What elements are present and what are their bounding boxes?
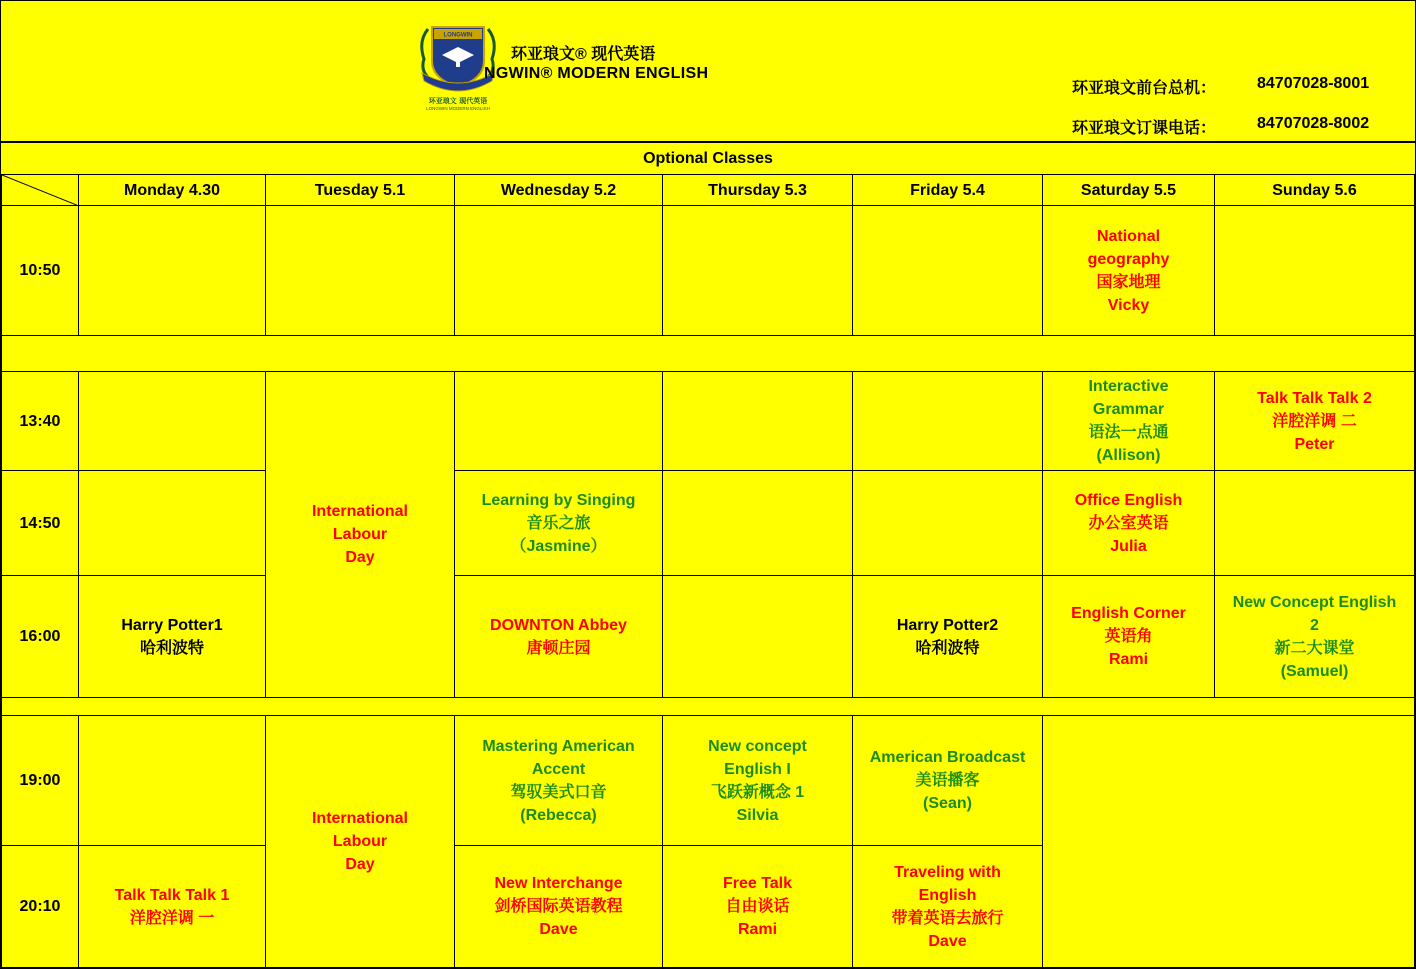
svg-text:环亚琅文 现代英语: 环亚琅文 现代英语: [428, 97, 488, 105]
front-desk-label: 环亚琅文前台总机：: [1072, 80, 1217, 97]
time-label: 19:00: [2, 716, 79, 846]
empty-cell: [79, 471, 266, 576]
class-line: Traveling with: [894, 863, 1001, 881]
empty-cell: [663, 206, 853, 336]
empty-cell: [1215, 471, 1415, 576]
day-header-friday: Friday 5.4: [853, 175, 1043, 206]
holiday-line: International: [311, 810, 408, 827]
class-line: Dave: [928, 932, 967, 950]
front-desk-phone: [1072, 75, 1370, 98]
class-line: Rami: [737, 921, 778, 938]
brand-name-en: NGWIN® MODERN ENGLISH: [484, 65, 709, 82]
class-downton-abbey: [455, 576, 663, 698]
class-line: 洋腔洋调 一: [129, 909, 215, 927]
day-header-saturday: Saturday 5.5: [1043, 175, 1215, 206]
class-line: New concept: [708, 737, 807, 755]
empty-cell: [79, 206, 266, 336]
class-line: Dave: [539, 921, 578, 938]
empty-weekend-evening: [1043, 716, 1415, 968]
class-line: 办公室英语: [1088, 514, 1169, 532]
class-line: 洋腔洋调 二: [1272, 412, 1357, 430]
class-line: English I: [724, 760, 791, 778]
class-line: Learning by Singing: [481, 491, 636, 509]
class-talk-talk-talk-2: [1215, 372, 1415, 471]
class-line: 哈利波特: [915, 639, 980, 657]
day-header-row: [2, 175, 1415, 206]
day-header-tuesday: Tuesday 5.1: [266, 175, 455, 206]
holiday-line: Day: [345, 856, 375, 873]
class-english-corner: [1043, 576, 1215, 698]
corner-cell: [2, 175, 79, 206]
class-line: (Rebecca): [520, 806, 597, 824]
class-american-broadcast: [853, 716, 1043, 846]
class-line: Harry Potter1: [121, 616, 223, 634]
time-label: 20:10: [2, 846, 79, 968]
break-spacer: [2, 336, 1415, 372]
class-line: National: [1096, 227, 1161, 245]
time-row-1900: [2, 716, 1415, 846]
schedule-table: [1, 174, 1415, 968]
class-mastering-american-accent: [455, 716, 663, 846]
holiday-line: Labour: [332, 526, 388, 543]
class-line: 唐顿庄园: [526, 639, 591, 657]
holiday-line: Labour: [332, 833, 388, 850]
class-line: 带着英语去旅行: [891, 909, 1004, 927]
table-title: Optional Classes: [1, 143, 1415, 175]
time-row-1450: [2, 471, 1415, 576]
class-interactive-grammar: [1043, 372, 1215, 471]
class-line: American Broadcast: [869, 749, 1026, 766]
booking-number: 84707028-8002: [1257, 115, 1370, 132]
class-line: 驾驭美式口音: [510, 783, 607, 801]
empty-cell: [663, 576, 853, 698]
booking-label: 环亚琅文订课电话：: [1072, 120, 1217, 137]
class-line: English: [918, 886, 977, 904]
class-line: 语法一点通: [1088, 424, 1169, 441]
class-line: Office English: [1074, 491, 1183, 509]
class-line: 英语角: [1104, 628, 1153, 645]
class-line: 新二大课堂: [1274, 639, 1355, 657]
class-line: 国家地理: [1096, 273, 1161, 291]
class-line: Interactive: [1088, 378, 1169, 395]
class-line: 美语播客: [915, 772, 980, 789]
break-spacer: [2, 698, 1415, 716]
class-line: Accent: [531, 760, 586, 778]
empty-cell: [853, 372, 1043, 471]
time-row-1050: [2, 206, 1415, 336]
class-line: (Sean): [923, 795, 972, 812]
empty-cell: [79, 716, 266, 846]
class-line: 自由谈话: [725, 898, 790, 915]
class-line: Silvia: [736, 806, 779, 824]
time-label: 16:00: [2, 576, 79, 698]
class-line: 音乐之旅: [526, 514, 591, 532]
class-line: (Samuel): [1280, 662, 1349, 680]
empty-cell: [455, 372, 663, 471]
labour-day-evening: [266, 716, 455, 968]
time-label: 14:50: [2, 471, 79, 576]
day-header-wednesday: Wednesday 5.2: [455, 175, 663, 206]
break-row: [2, 336, 1415, 372]
class-line: Free Talk: [722, 875, 793, 892]
empty-cell: [853, 206, 1043, 336]
class-line: geography: [1087, 250, 1170, 268]
time-row-1340: [2, 372, 1415, 471]
header: [1, 1, 1415, 143]
class-line: Rami: [1108, 651, 1149, 668]
class-line: Talk Talk Talk 1: [114, 886, 230, 904]
class-harry-potter-1: [79, 576, 266, 698]
class-line: 哈利波特: [139, 639, 204, 657]
class-line: （Jasmine）: [510, 537, 607, 555]
class-line: English Corner: [1071, 605, 1186, 622]
holiday-line: International: [311, 503, 408, 520]
class-national-geography: [1043, 206, 1215, 336]
class-traveling-with-english: [853, 846, 1043, 968]
day-header-thursday: Thursday 5.3: [663, 175, 853, 206]
day-header-monday: Monday 4.30: [79, 175, 266, 206]
empty-cell: [663, 372, 853, 471]
booking-phone: [1072, 115, 1370, 138]
class-new-concept-english-1: [663, 716, 853, 846]
class-harry-potter-2: [853, 576, 1043, 698]
empty-cell: [663, 471, 853, 576]
empty-cell: [455, 206, 663, 336]
day-header-sunday: Sunday 5.6: [1215, 175, 1415, 206]
class-line: New Interchange: [494, 875, 623, 892]
class-office-english: [1043, 471, 1215, 576]
empty-cell: [853, 471, 1043, 576]
svg-text:LONGWIN: LONGWIN: [443, 32, 473, 39]
holiday-line: Day: [345, 549, 375, 566]
empty-cell: [79, 372, 266, 471]
class-line: New Concept English: [1232, 593, 1397, 611]
time-label: 13:40: [2, 372, 79, 471]
labour-day-afternoon: [266, 372, 455, 698]
svg-text:LONGWIN MODERN ENGLISH: LONGWIN MODERN ENGLISH: [426, 106, 490, 111]
class-line: 飞跃新概念 1: [710, 783, 805, 801]
class-line: Harry Potter2: [896, 616, 999, 634]
brand-name-cn: 环亚琅文® 现代英语: [511, 46, 656, 63]
class-line: Talk Talk Talk 2: [1257, 389, 1372, 407]
class-line: (Allison): [1096, 447, 1161, 464]
class-new-interchange: [455, 846, 663, 968]
class-new-concept-english-2: [1215, 576, 1415, 698]
empty-cell: [266, 206, 455, 336]
class-learning-by-singing: [455, 471, 663, 576]
time-row-1600: [2, 576, 1415, 698]
class-line: 2: [1310, 616, 1319, 634]
break-row: [2, 698, 1415, 716]
class-line: 剑桥国际英语教程: [494, 898, 623, 915]
class-line: Mastering American: [482, 737, 635, 755]
empty-cell: [1215, 206, 1415, 336]
class-talk-talk-talk-1: [79, 846, 266, 968]
class-line: DOWNTON Abbey: [490, 616, 627, 634]
time-label: 10:50: [2, 206, 79, 336]
class-line: Julia: [1110, 537, 1147, 555]
class-line: Vicky: [1107, 296, 1150, 314]
class-line: Peter: [1294, 435, 1335, 453]
class-line: Grammar: [1092, 401, 1165, 418]
class-free-talk: [663, 846, 853, 968]
front-desk-number: 84707028-8001: [1257, 75, 1370, 92]
